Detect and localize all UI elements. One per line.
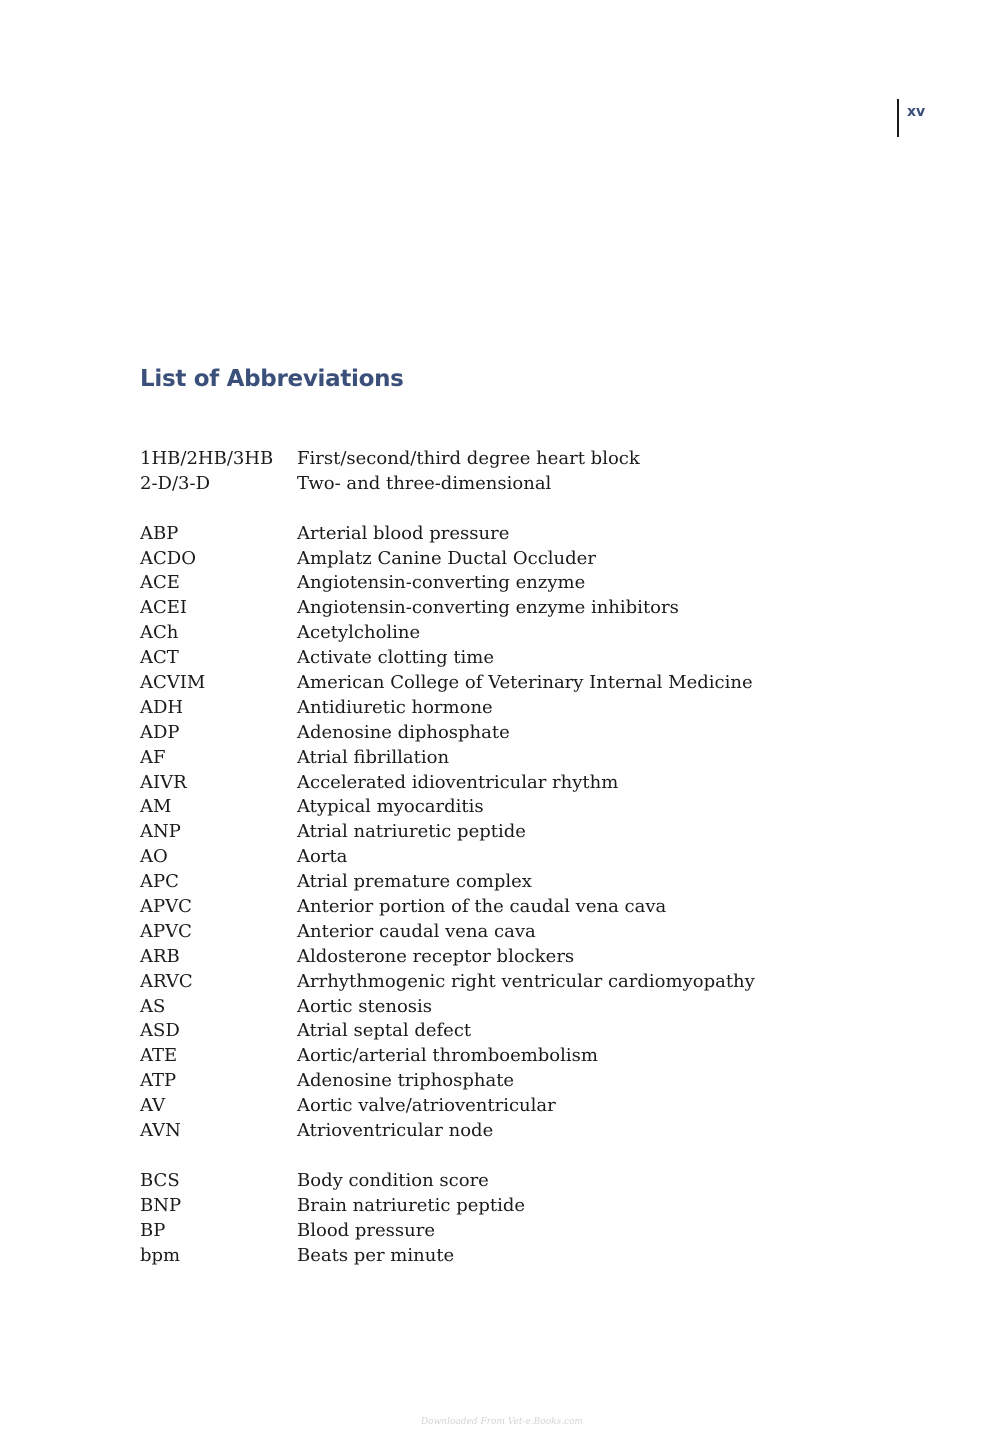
abbreviation-term: AVN bbox=[140, 1120, 181, 1142]
abbreviation-row bbox=[140, 746, 755, 771]
abbreviation-term: APC bbox=[140, 871, 179, 893]
abbreviation-definition: Anterior caudal vena cava bbox=[297, 920, 536, 942]
abbreviation-term: ATE bbox=[140, 1045, 178, 1067]
abbreviation-definition: Arrhythmogenic right ventricular cardiomyopathy bbox=[297, 970, 755, 992]
abbreviation-term: APVC bbox=[140, 896, 192, 918]
abbreviation-term: ARB bbox=[140, 945, 180, 967]
abbreviation-term: AO bbox=[140, 846, 168, 868]
page-title: List of Abbreviations bbox=[140, 366, 404, 392]
abbreviation-term: ACh bbox=[140, 622, 179, 644]
abbreviation-row bbox=[140, 1244, 755, 1269]
abbreviation-term: ADP bbox=[140, 721, 180, 743]
abbreviation-list bbox=[140, 447, 755, 1293]
abbreviation-term: ASD bbox=[140, 1020, 180, 1042]
abbreviation-definition: Atrial natriuretic peptide bbox=[297, 821, 526, 843]
abbreviation-row bbox=[140, 870, 755, 895]
abbreviation-term: BP bbox=[140, 1219, 166, 1241]
abbreviation-term: AM bbox=[140, 796, 172, 818]
abbreviation-definition: Brain natriuretic peptide bbox=[297, 1194, 526, 1216]
abbreviation-row bbox=[140, 447, 755, 472]
abbreviation-definition: Two- and three-dimensional bbox=[297, 472, 552, 494]
abbreviation-term: AIVR bbox=[140, 771, 187, 793]
abbreviation-term: ARVC bbox=[140, 970, 193, 992]
abbreviation-definition: Body condition score bbox=[297, 1169, 489, 1191]
abbreviation-definition: American College of Veterinary Internal Medicine bbox=[297, 672, 753, 694]
abbreviation-definition: Aorta bbox=[297, 846, 348, 868]
abbreviation-definition: Aldosterone receptor blockers bbox=[297, 945, 575, 967]
abbreviation-term: APVC bbox=[140, 920, 192, 942]
abbreviation-row bbox=[140, 795, 755, 820]
abbreviation-definition: Atrial fibrillation bbox=[297, 746, 450, 768]
abbreviation-definition: First/second/third degree heart block bbox=[297, 448, 640, 469]
abbreviation-term: ACE bbox=[140, 572, 180, 594]
abbreviation-term: ACEI bbox=[140, 597, 188, 619]
abbreviation-definition: Atrial septal defect bbox=[297, 1020, 472, 1042]
abbreviation-row bbox=[140, 522, 755, 547]
abbreviation-row bbox=[140, 696, 755, 721]
abbreviation-definition: Amplatz Canine Ductal Occluder bbox=[297, 547, 596, 569]
abbreviation-row bbox=[140, 472, 755, 497]
abbreviation-row bbox=[140, 845, 755, 870]
abbreviation-definition: Antidiuretic hormone bbox=[297, 696, 493, 718]
abbreviation-term: ACT bbox=[140, 647, 179, 669]
abbreviation-definition: Angiotensin-converting enzyme bbox=[297, 572, 586, 594]
abbreviation-definition: Atrioventricular node bbox=[297, 1120, 494, 1142]
abbreviation-row bbox=[140, 721, 755, 746]
abbreviation-row bbox=[140, 571, 755, 596]
abbreviation-definition: Atrial premature complex bbox=[297, 871, 532, 893]
abbreviation-term: 1HB/2HB/3HB bbox=[140, 448, 274, 469]
abbreviation-row bbox=[140, 895, 755, 920]
abbreviation-row bbox=[140, 1219, 755, 1244]
abbreviation-row bbox=[140, 820, 755, 845]
abbreviation-term: ATP bbox=[140, 1070, 177, 1092]
abbreviation-definition: Aortic/arterial thromboembolism bbox=[297, 1045, 598, 1067]
abbreviation-definition: Arterial blood pressure bbox=[297, 522, 510, 544]
abbreviation-definition: Angiotensin-converting enzyme inhibitors bbox=[297, 597, 679, 619]
abbreviation-row bbox=[140, 1119, 755, 1144]
abbreviation-definition: Atypical myocarditis bbox=[297, 796, 484, 818]
abbreviation-definition: Blood pressure bbox=[297, 1219, 436, 1241]
abbreviation-term: AV bbox=[140, 1095, 166, 1117]
abbreviation-term: AF bbox=[140, 746, 166, 768]
abbreviation-definition: Aortic stenosis bbox=[297, 995, 433, 1017]
abbreviation-row bbox=[140, 621, 755, 646]
abbreviation-row bbox=[140, 1194, 755, 1219]
abbreviation-row bbox=[140, 771, 755, 796]
abbreviation-group bbox=[140, 522, 755, 1144]
abbreviation-term: 2-D/3-D bbox=[140, 472, 210, 494]
abbreviation-definition: Adenosine triphosphate bbox=[297, 1070, 515, 1092]
page-number: xv bbox=[907, 104, 926, 120]
abbreviation-term: ACVIM bbox=[140, 672, 206, 694]
abbreviation-definition: Adenosine diphosphate bbox=[297, 721, 510, 743]
abbreviation-row bbox=[140, 970, 755, 995]
page-number-rule bbox=[897, 99, 926, 137]
abbreviation-definition: Beats per minute bbox=[297, 1244, 455, 1266]
abbreviation-row bbox=[140, 646, 755, 671]
footer-watermark: Downloaded From Vet-e.Books.com bbox=[420, 1417, 584, 1427]
abbreviation-term: ABP bbox=[140, 522, 179, 544]
abbreviation-definition: Activate clotting time bbox=[297, 647, 495, 669]
abbreviation-term: AS bbox=[140, 995, 166, 1017]
abbreviation-row bbox=[140, 1094, 755, 1119]
abbreviation-row bbox=[140, 995, 755, 1020]
abbreviation-group bbox=[140, 447, 755, 497]
abbreviation-term: ACDO bbox=[140, 547, 196, 569]
abbreviation-row bbox=[140, 920, 755, 945]
abbreviation-row bbox=[140, 596, 755, 621]
abbreviation-row bbox=[140, 1169, 755, 1194]
abbreviation-term: bpm bbox=[140, 1244, 181, 1266]
abbreviation-row bbox=[140, 945, 755, 970]
abbreviation-term: ADH bbox=[140, 696, 184, 718]
abbreviation-row bbox=[140, 1069, 755, 1094]
abbreviation-row bbox=[140, 1019, 755, 1044]
abbreviation-term: ANP bbox=[140, 821, 181, 843]
abbreviation-row bbox=[140, 671, 755, 696]
abbreviation-definition: Acetylcholine bbox=[297, 622, 421, 644]
abbreviation-definition: Accelerated idioventricular rhythm bbox=[297, 771, 619, 793]
abbreviation-group bbox=[140, 1169, 755, 1269]
abbreviation-row bbox=[140, 1044, 755, 1069]
abbreviation-row bbox=[140, 547, 755, 572]
abbreviation-definition: Aortic valve/atrioventricular bbox=[297, 1095, 556, 1117]
abbreviation-term: BCS bbox=[140, 1169, 180, 1191]
abbreviation-term: BNP bbox=[140, 1194, 182, 1216]
abbreviation-definition: Anterior portion of the caudal vena cava bbox=[297, 896, 667, 918]
